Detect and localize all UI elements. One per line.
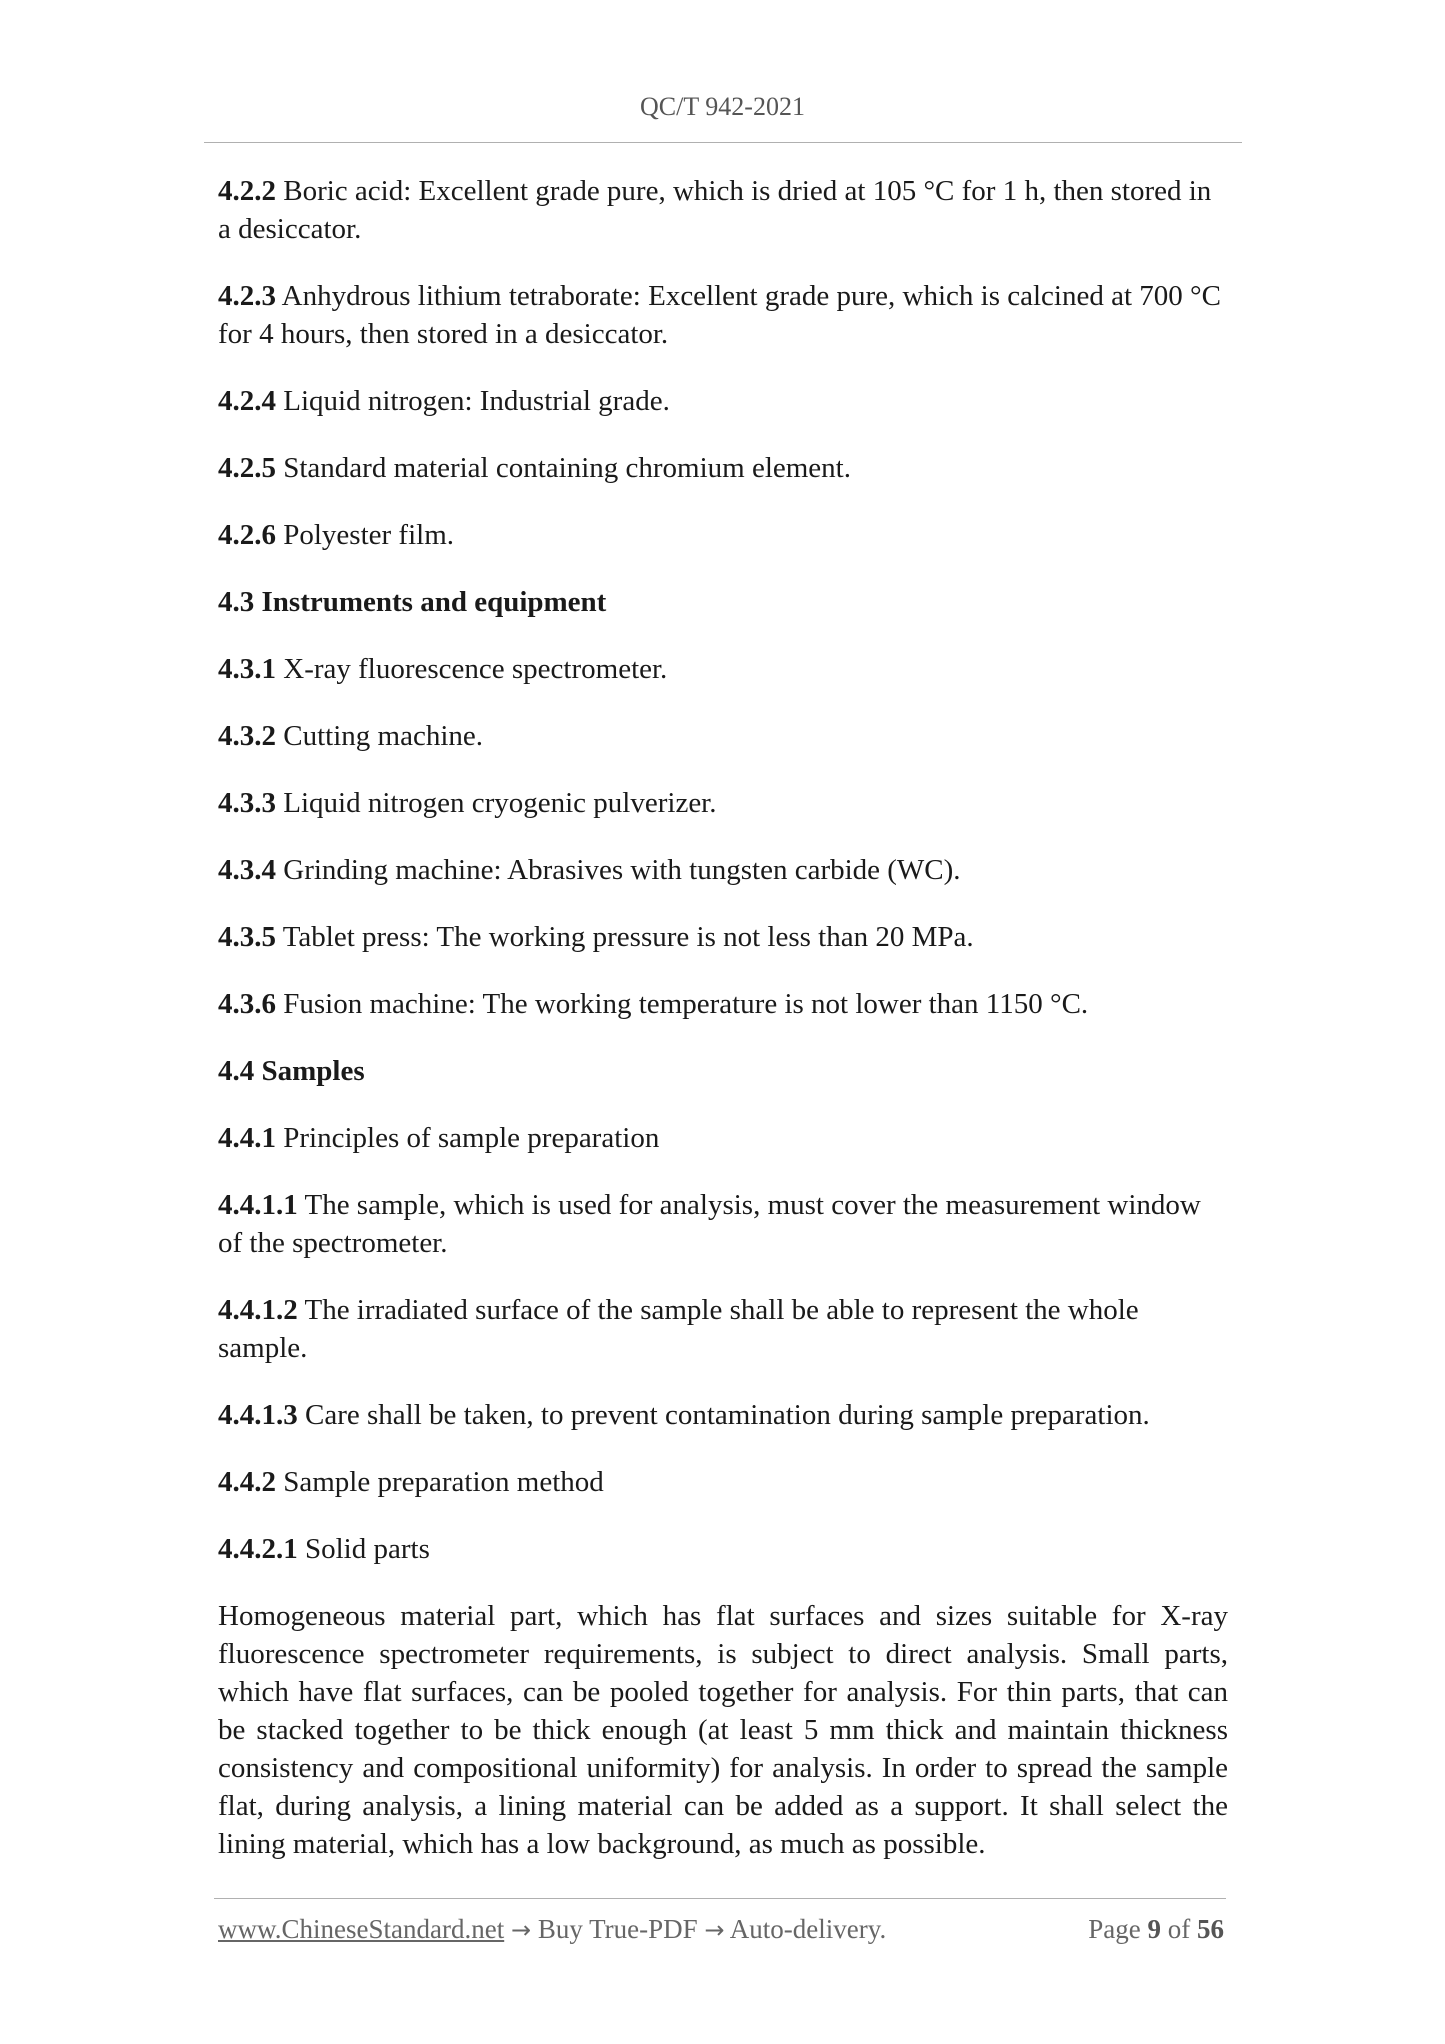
clause-text: Anhydrous lithium tetraborate: Excellent grade pure, which is calcined at 700 °C for 4 hours, then stored in a desiccator. xyxy=(218,280,1221,350)
clause-text: Fusion machine: The working temperature is not lower than 1150 °C. xyxy=(276,988,1089,1020)
clause-4-2-2 xyxy=(218,172,1228,248)
footer-promo xyxy=(218,1914,886,1945)
clause-number: 4.4.1.3 xyxy=(218,1399,298,1431)
clause-text: The irradiated surface of the sample shall be able to represent the whole sample. xyxy=(218,1294,1139,1364)
clause-text: X-ray fluorescence spectrometer. xyxy=(276,653,668,685)
clause-number: 4.3.4 xyxy=(218,854,276,886)
clause-4-2-3 xyxy=(218,277,1228,353)
clause-4-3-5 xyxy=(218,918,1228,956)
document-body xyxy=(218,172,1228,1892)
clause-number: 4.3.3 xyxy=(218,787,276,819)
clause-text: Sample preparation method xyxy=(276,1466,604,1498)
arrow-right-icon: → xyxy=(704,1916,725,1944)
clause-4-3-6 xyxy=(218,985,1228,1023)
clause-number: 4.3.2 xyxy=(218,720,276,752)
clause-4-3-2 xyxy=(218,717,1228,755)
clause-text: Polyester film. xyxy=(276,519,455,551)
clause-number: 4.2.3 xyxy=(218,280,276,312)
page-footer xyxy=(218,1914,1224,1945)
clause-text: Grinding machine: Abrasives with tungsten carbide (WC). xyxy=(276,854,961,886)
delivery-text: Auto-delivery. xyxy=(729,1914,887,1944)
clause-text: Principles of sample preparation xyxy=(276,1122,660,1154)
clause-4-3-3 xyxy=(218,784,1228,822)
buy-text: Buy True-PDF xyxy=(537,1914,698,1944)
page-total: 56 xyxy=(1197,1914,1224,1944)
page-word: Page xyxy=(1088,1914,1141,1944)
clause-number: 4.2.4 xyxy=(218,385,276,417)
clause-4-4-1-2 xyxy=(218,1291,1228,1367)
clause-4-2-6 xyxy=(218,516,1228,554)
of-word: of xyxy=(1167,1914,1191,1944)
clause-4-4-2 xyxy=(218,1463,1228,1501)
clause-4-2-5 xyxy=(218,449,1228,487)
footer-divider xyxy=(214,1898,1226,1899)
clause-text: Solid parts xyxy=(297,1533,430,1565)
clause-text: Care shall be taken, to prevent contamination during sample preparation. xyxy=(297,1399,1150,1431)
section-heading-4-3: 4.3 Instruments and equipment xyxy=(218,586,607,618)
clause-text: Tablet press: The working pressure is not less than 20 MPa. xyxy=(276,921,974,953)
clause-number: 4.4.1.1 xyxy=(218,1189,298,1221)
page-current: 9 xyxy=(1147,1914,1161,1944)
body-paragraph: Homogeneous material part, which has flat surfaces and sizes suitable for X-ray fluorescence spectrometer requirements, is subject to direct analysis. Small parts, which have flat surfaces, can be pooled together for analysis. For thin parts, that can be stacked together to be thick enough (at least 5 mm thick and maintain thickness consistency and compositional uniformity) for analysis. In order to spread the sample flat, during analysis, a lining material can be added as a support. It shall select the lining material, which has a low background, as much as possible. xyxy=(218,1600,1228,1860)
clause-text: Liquid nitrogen: Industrial grade. xyxy=(276,385,670,417)
clause-4-3-1 xyxy=(218,650,1228,688)
clause-number: 4.2.2 xyxy=(218,175,276,207)
page-indicator xyxy=(1088,1914,1224,1945)
page-header: QC/T 942-2021 xyxy=(640,92,805,121)
clause-number: 4.4.2 xyxy=(218,1466,276,1498)
clause-number: 4.3.1 xyxy=(218,653,276,685)
clause-text: Standard material containing chromium element. xyxy=(276,452,851,484)
clause-4-4-1-3 xyxy=(218,1396,1228,1434)
arrow-right-icon: → xyxy=(510,1916,532,1944)
clause-4-4-1-1 xyxy=(218,1186,1228,1262)
clause-number: 4.3.6 xyxy=(218,988,276,1020)
section-heading-4-4: 4.4 Samples xyxy=(218,1055,365,1087)
clause-4-4-2-1 xyxy=(218,1530,1228,1568)
clause-4-2-4 xyxy=(218,382,1228,420)
clause-text: The sample, which is used for analysis, must cover the measurement window of the spectrometer. xyxy=(218,1189,1201,1259)
clause-number: 4.4.2.1 xyxy=(218,1533,298,1565)
site-link[interactable]: www.ChineseStandard.net xyxy=(218,1914,505,1944)
clause-text: Cutting machine. xyxy=(276,720,483,752)
clause-number: 4.4.1.2 xyxy=(218,1294,298,1326)
clause-text: Boric acid: Excellent grade pure, which is dried at 105 °C for 1 h, then stored in a desiccator. xyxy=(218,175,1212,245)
header-divider xyxy=(204,142,1242,143)
clause-number: 4.3.5 xyxy=(218,921,276,953)
clause-4-3-4 xyxy=(218,851,1228,889)
clause-number: 4.2.5 xyxy=(218,452,276,484)
clause-text: Liquid nitrogen cryogenic pulverizer. xyxy=(276,787,717,819)
clause-number: 4.4.1 xyxy=(218,1122,276,1154)
clause-number: 4.2.6 xyxy=(218,519,276,551)
clause-4-4-1 xyxy=(218,1119,1228,1157)
